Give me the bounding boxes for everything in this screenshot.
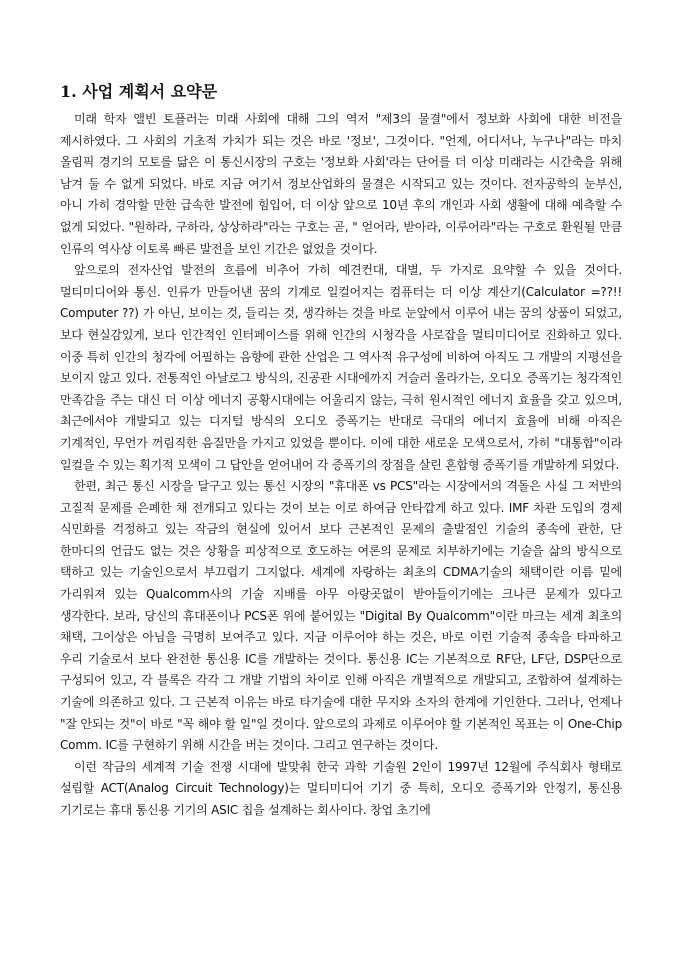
paragraph-4: 이런 작금의 세계적 기술 전쟁 시대에 발맞춰 한국 과학 기술원 2인이 1997년 12월에 주식회사 형태로 설립할 ACT(Analog Circuit Technology)는 멀티미디어 기기 중 특히, 오디오 증폭기와 안정기, 통신용 기기로는 휴대 통신용 기기의 ASIC 칩을 설계하는 회사이다. 창업 초기에 [60,759,622,817]
document-page [60,82,622,822]
paragraph-1: 미래 학자 앨빈 토플러는 미래 사회에 대해 그의 역저 "제3의 물결"에서 정보화 사회에 대한 비전을 제시하였다. 그 사회의 기초적 가치가 되는 것은 바로 '정보', 그것이다. "언제, 어디서나, 누구나"라는 마치 올림픽 경기의 모토를 닮은 이 통신시장의 구호는 '정보화 사회'라는 단어를 더 이상 미래라는 시간축을 위해 남겨 둘 수 없게 되었다. 바로 지금 여기서 정보산업화의 물결은 시작되고 있는 것이다. 전자공학의 눈부신, 아니 가히 경악할 만한 급속한 발전에 힘입어, 더 이상 앞으로 10년 후의 개인과 사회 생활에 대해 예측할 수 없게 되었다. "원하라, 구하라, 상상하라"라는 구호는 곧, " 얻어라, 받아라, 이루어라"라는 구호로 환원될 만큼 인류의 역사상 이토록 빠른 발전을 보인 기간은 없었을 것이다. [60,112,622,256]
section-heading: 1. 사업 계획서 요약문 [60,82,218,101]
paragraph-3: 한편, 최근 통신 시장을 달구고 있는 통신 시장의 "휴대폰 vs PCS"라는 시장에서의 격돌은 사실 그 저반의 고질적 문제를 은폐한 채 전개되고 있다는 것이 보는 이로 하여금 안타깝게 하고 있다. IMF 차관 도입의 경제 식민화를 걱정하고 있는 작금의 현실에 있어서 보다 근본적인 문제의 출발점인 기술의 종속에 관한, 단 한마디의 언급도 없는 것은 상황을 피상적으로 호도하는 여론의 문제로 치부하기에는 기술을 삶의 방식으로 택하고 있는 기술인으로서 부끄럽기 그지없다. 세계에 자랑하는 최초의 CDMA기술의 채택이란 이름 밑에 가리워져 있는 Qualcomm사의 기술 지배를 아무 아랑곳없이 받아들이기에는 크나큰 문제가 있다고 생각한다. 보라, 당신의 휴대폰이나 PCS폰 위에 붙어있는 "Digital By Qualcomm"이란 마크는 세계 최초의 채택, 그이상은 아님을 극명히 보여주고 있다. 지금 이루어야 하는 것은, 바로 이런 기술적 종속을 타파하고 우리 기술로서 보다 완전한 통신용 IC를 개발하는 것이다. 통신용 IC는 기본적으로 RF단, LF단, DSP단으로 구성되어 있고, 각 블록은 각각 그 개발 기법의 차이로 인해 아직은 개별적으로 개발되고, 조합하여 설계하는 기술에 의존하고 있다. 그 근본적 이유는 바로 타기술에 대한 무지와 소자의 한계에 기인한다. 그러나, 언제나 "잘 안되는 것"이 바로 "꼭 해야 할 일"일 것이다. 앞으로의 과제로 이루어야 할 기본적인 목표는 이 One-Chip Comm. IC를 구현하기 위해 시간을 버는 것이다. 그리고 연구하는 것이다. [60,479,622,753]
paragraph-2: 앞으로의 전자산업 발전의 흐름에 비추어 가히 예견컨대, 대별, 두 가지로 요약할 수 있을 것이다. 멀티미디어와 통신. 인류가 만들어낸 꿈의 기계로 일컬어지는 컴퓨터는 더 이상 계산기(Calculator =??!! Computer ??) 가 아닌, 보이는 것, 들리는 것, 생각하는 것을 바로 눈앞에서 이루어 내는 꿈의 상품이 되었고, 보다 현실감있게, 보다 인간적인 인터페이스를 위해 인간의 시청각을 사로잡을 멀티미디어로 진화하고 있다. 이중 특히 인간의 청각에 어필하는 음향에 관한 산업은 그 역사적 유구성에 비하여 아직도 그 개발의 지평선을 보이지 않고 있다. 전통적인 아날로그 방식의, 진공관 시대에까지 거슬러 올라가는, 오디오 증폭기는 청각적인 만족감을 주는 대신 더 이상 에너지 공황시대에는 어울리지 않는, 극히 원시적인 에너지 효율을 갖고 있으며, 최근에서야 개발되고 있는 디지털 방식의 오디오 증폭기는 반대로 극대의 에너지 효율에 비해 아직은 기계적인, 무언가 꺼림직한 음질만을 가지고 있었을 뿐이다. 이에 대한 새로운 모색으로서, 가히 "대통합"이라 일컬을 수 있는 획기적 모색이 그 답안을 얻어내어 각 증폭기의 장점을 살린 혼합형 증폭기를 개발하게 되었다. [60,263,623,472]
